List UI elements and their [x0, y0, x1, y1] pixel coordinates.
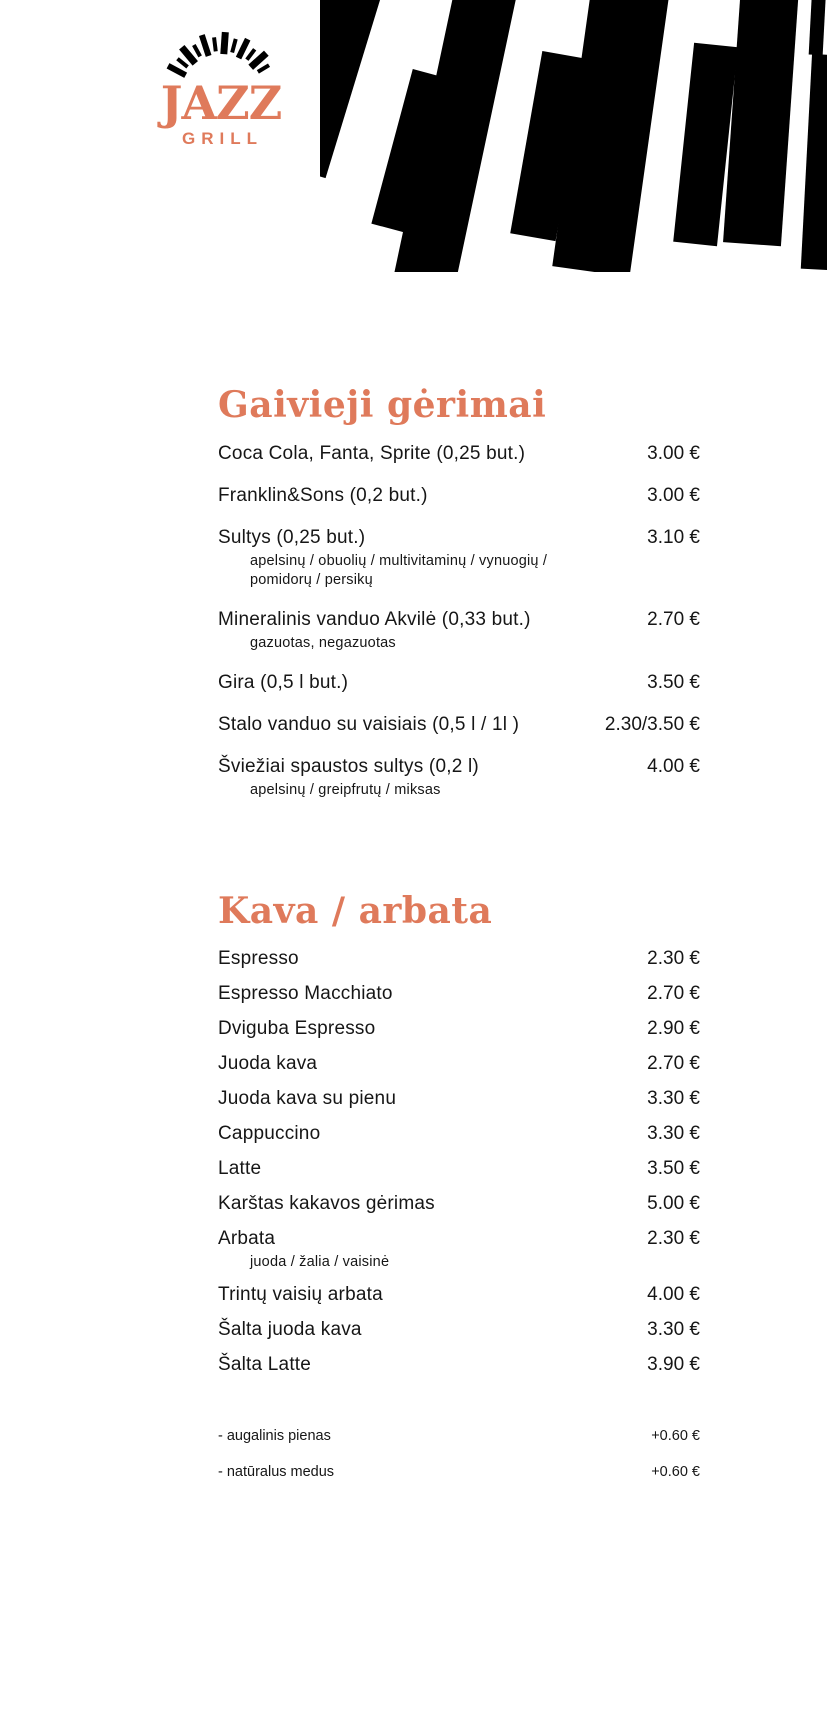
- item-name: Franklin&Sons (0,2 but.): [218, 484, 428, 506]
- item-price: 2.70 €: [647, 983, 700, 1005]
- item-name: Stalo vanduo su vaisiais (0,5 l / 1l ): [218, 713, 520, 735]
- item-name: Cappuccino: [218, 1123, 321, 1145]
- menu-item: [218, 608, 700, 653]
- item-price: 3.30 €: [647, 1319, 700, 1341]
- item-price: 2.30 €: [647, 948, 700, 970]
- item-price: 5.00 €: [647, 1193, 700, 1215]
- item-name: Karštas kakavos gėrimas: [218, 1193, 435, 1215]
- menu-item: [218, 484, 700, 508]
- item-name: Espresso Macchiato: [218, 983, 393, 1005]
- jazz-grill-logo: [146, 30, 296, 149]
- menu-item: [218, 755, 700, 800]
- section-title: Gaivieji gėrimai: [218, 384, 547, 426]
- item-price: 3.30 €: [647, 1088, 700, 1110]
- item-price: 2.30 €: [647, 1228, 700, 1250]
- menu-item: [218, 1318, 700, 1342]
- item-name: Juoda kava su pienu: [218, 1088, 397, 1110]
- section-gaivieji-gerimai: [218, 386, 700, 800]
- item-name: Šalta Latte: [218, 1354, 312, 1376]
- menu-item: [218, 1052, 700, 1076]
- item-name: Juoda kava: [218, 1053, 318, 1075]
- extra-name: - augalinis pienas: [218, 1428, 331, 1445]
- item-price: 3.50 €: [647, 671, 700, 693]
- extra-item: [218, 1427, 700, 1445]
- extra-price: +0.60 €: [651, 1428, 700, 1445]
- logo-title: JAZZ: [160, 76, 282, 130]
- item-price: 3.00 €: [647, 484, 700, 506]
- item-note: apelsinų / greipfrutų / miksas: [250, 781, 441, 798]
- logo-subtitle: GRILL: [182, 129, 263, 148]
- item-price: 3.10 €: [647, 526, 700, 548]
- menu-item: [218, 713, 700, 737]
- extra-item: [218, 1463, 700, 1481]
- item-name: Coca Cola, Fanta, Sprite (0,25 but.): [218, 442, 526, 464]
- menu-item: [218, 1192, 700, 1216]
- menu-item: [218, 1283, 700, 1307]
- menu-item: [218, 1227, 700, 1272]
- piano-keys-icon: [320, 0, 827, 272]
- extra-price: +0.60 €: [651, 1464, 700, 1481]
- menu-item: [218, 1157, 700, 1181]
- item-note: gazuotas, negazuotas: [250, 634, 396, 651]
- menu-item: [218, 526, 700, 590]
- item-price: 3.30 €: [647, 1123, 700, 1145]
- item-name: Šviežiai spaustos sultys (0,2 l): [218, 755, 479, 777]
- item-note: juoda / žalia / vaisinė: [250, 1254, 390, 1271]
- item-price: 2.70 €: [647, 1053, 700, 1075]
- extra-name: - natūralus medus: [218, 1464, 335, 1481]
- menu-item: [218, 947, 700, 971]
- menu-item: [218, 982, 700, 1006]
- item-name: Sultys (0,25 but.): [218, 526, 366, 548]
- item-price: 2.30/3.50 €: [604, 713, 700, 735]
- item-price: 4.00 €: [647, 1284, 700, 1306]
- menu-item: [218, 442, 700, 466]
- item-name: Šalta juoda kava: [218, 1319, 362, 1341]
- item-name: Espresso: [218, 948, 299, 970]
- item-price: 4.00 €: [647, 755, 700, 777]
- extras-list: [218, 1427, 700, 1481]
- menu-item: [218, 1353, 700, 1377]
- item-name: Dviguba Espresso: [218, 1018, 376, 1040]
- item-price: 3.50 €: [647, 1158, 700, 1180]
- item-price: 2.90 €: [647, 1018, 700, 1040]
- menu-item: [218, 671, 700, 695]
- item-name: Gira (0,5 l but.): [218, 671, 349, 693]
- menu-item: [218, 1017, 700, 1041]
- menu: [218, 386, 700, 1499]
- item-price: 3.90 €: [647, 1354, 700, 1376]
- item-price: 2.70 €: [647, 608, 700, 630]
- section-kava-arbata: [218, 889, 700, 1378]
- item-name: Latte: [218, 1158, 262, 1180]
- section-title: Kava / arbata: [218, 889, 493, 932]
- menu-item: [218, 1122, 700, 1146]
- item-name: Arbata: [218, 1228, 276, 1250]
- item-name: Mineralinis vanduo Akvilė (0,33 but.): [218, 608, 531, 630]
- item-name: Trintų vaisių arbata: [218, 1284, 383, 1306]
- item-note: apelsinų / obuolių / multivitaminų / vynuogių / pomidorų / persikų: [250, 552, 548, 588]
- menu-item: [218, 1087, 700, 1111]
- item-price: 3.00 €: [647, 442, 700, 464]
